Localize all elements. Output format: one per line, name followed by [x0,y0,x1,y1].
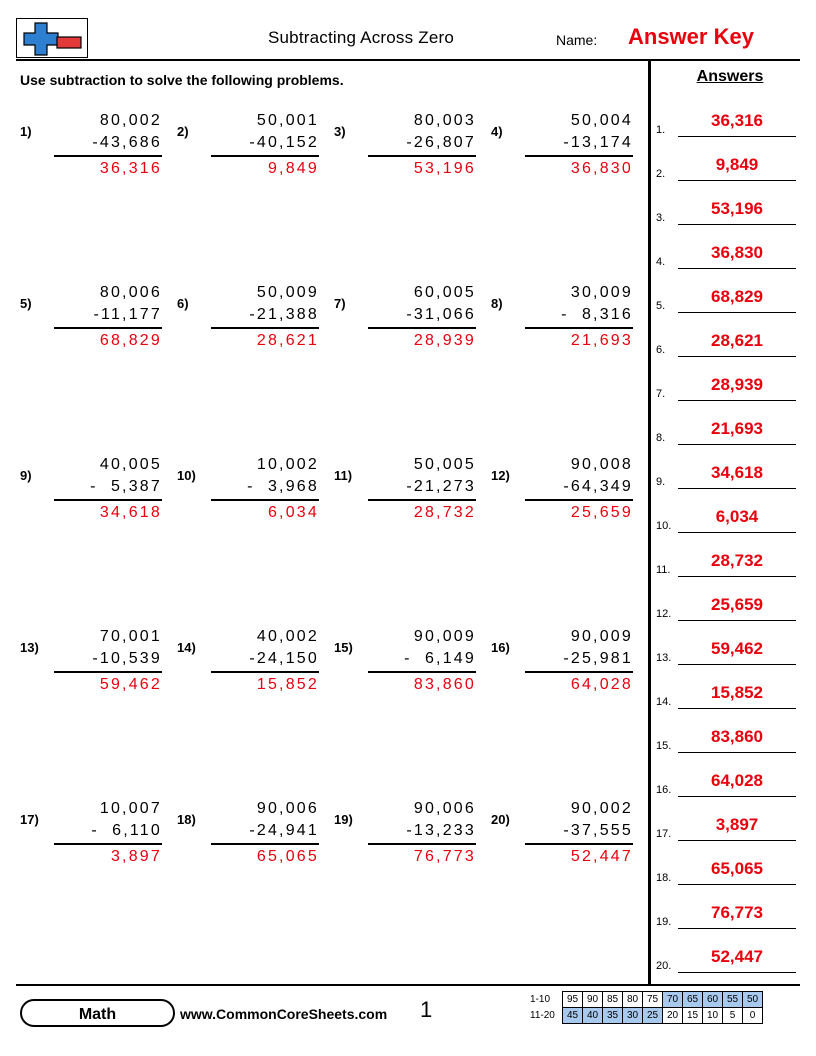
problem-answer: 15,852 [256,676,319,693]
answer-index: 6. [656,344,666,356]
problem-14 [177,626,327,736]
answer-index: 7. [656,388,666,400]
minuend: 70,001 [99,628,162,645]
problem-stack [54,110,162,179]
answer-item [656,196,802,240]
subtrahend: -26,807 [406,134,476,151]
header-divider [16,59,800,61]
problem-number: 6) [177,296,189,311]
answer-value: 28,621 [678,328,796,357]
problem-number: 13) [20,640,39,655]
problem-stack [368,798,476,867]
scale-cell: 60 [703,992,723,1008]
scale-cell: 90 [583,992,603,1008]
plus-minus-logo-icon [17,19,87,57]
problem-11 [334,454,484,564]
answer-item [656,548,802,592]
answer-index: 2. [656,168,666,180]
problem-2 [177,110,327,220]
problem-number: 1) [20,124,32,139]
answer-value: 25,659 [678,592,796,621]
page-number: 1 [420,997,433,1022]
problem-number: 10) [177,468,196,483]
problem-1 [20,110,170,220]
problems-grid [20,110,640,970]
column-divider [648,59,651,984]
answer-value: 15,852 [678,680,796,709]
answer-index: 16. [656,784,672,796]
answer-item [656,724,802,768]
answer-item [656,108,802,152]
minuend: 50,001 [256,112,319,129]
answer-item [656,460,802,504]
subtrahend: - 6,110 [91,822,162,839]
minuend: 50,004 [570,112,633,129]
problem-4 [491,110,641,220]
problem-answer: 59,462 [99,676,162,693]
scale-row-2-label: 11-20 [530,1010,555,1021]
problem-19 [334,798,484,908]
scale-cell: 30 [623,1008,643,1024]
minuend: 80,003 [413,112,476,129]
problem-answer: 9,849 [267,160,319,177]
problem-number: 8) [491,296,503,311]
problem-answer: 36,316 [99,160,162,177]
minuend: 80,002 [99,112,162,129]
logo [16,18,88,58]
subtrahend: - 6,149 [404,650,476,667]
subtrahend: -24,150 [249,650,319,667]
answer-item [656,284,802,328]
problem-row [20,626,640,798]
minuend: 90,009 [413,628,476,645]
subtrahend: -25,981 [563,650,633,667]
problem-10 [177,454,327,564]
subtrahend: -10,539 [92,650,162,667]
answer-item [656,240,802,284]
answer-value: 59,462 [678,636,796,665]
subtrahend: -43,686 [92,134,162,151]
problem-number: 2) [177,124,189,139]
subtrahend: -37,555 [563,822,633,839]
problem-stack [368,282,476,351]
answer-item [656,680,802,724]
problem-8 [491,282,641,392]
answer-value: 53,196 [678,196,796,225]
scale-cell: 35 [603,1008,623,1024]
problem-answer: 34,618 [99,504,162,521]
problem-answer: 3,897 [110,848,162,865]
scale-cell: 80 [623,992,643,1008]
answer-value: 28,939 [678,372,796,401]
problem-stack [368,110,476,179]
subtrahend: -21,388 [249,306,319,323]
problem-stack [211,454,319,523]
answer-value: 76,773 [678,900,796,929]
answer-item [656,372,802,416]
answers-header: Answers [696,68,764,85]
problem-number: 3) [334,124,346,139]
answer-index: 17. [656,828,672,840]
subtrahend: -13,174 [563,134,633,151]
answer-index: 4. [656,256,666,268]
problem-13 [20,626,170,736]
answer-item [656,592,802,636]
problem-number: 19) [334,812,353,827]
problem-stack [211,282,319,351]
minuend: 90,009 [570,628,633,645]
grading-scale [530,991,763,1024]
problem-answer: 25,659 [570,504,633,521]
problem-answer: 28,621 [256,332,319,349]
problem-5 [20,282,170,392]
scale-cell: 5 [723,1008,743,1024]
answer-index: 5. [656,300,666,312]
subtrahend: -31,066 [406,306,476,323]
problem-answer: 28,939 [413,332,476,349]
answer-item [656,636,802,680]
answer-index: 10. [656,520,672,532]
answer-item [656,944,802,988]
problem-stack [211,626,319,695]
answer-index: 15. [656,740,672,752]
name-label: Name: [556,32,598,48]
scale-cell: 55 [723,992,743,1008]
problem-number: 11) [334,468,353,483]
answer-index: 14. [656,696,672,708]
grading-scale-table [530,991,763,1024]
answer-index: 9. [656,476,666,488]
problem-stack [525,454,633,523]
problem-stack [525,282,633,351]
scale-cell: 95 [563,992,583,1008]
scale-row-1 [530,992,763,1008]
minuend: 90,002 [570,800,633,817]
problem-stack [54,798,162,867]
problem-3 [334,110,484,220]
answer-value: 36,316 [678,108,796,137]
problem-number: 15) [334,640,353,655]
answer-value: 3,897 [678,812,796,841]
problem-answer: 65,065 [256,848,319,865]
answer-item [656,152,802,196]
answer-value: 6,034 [678,504,796,533]
problem-number: 12) [491,468,510,483]
problem-stack [368,626,476,695]
answer-value: 83,860 [678,724,796,753]
problem-answer: 6,034 [267,504,319,521]
answer-item [656,856,802,900]
scale-cell: 50 [743,992,763,1008]
problem-15 [334,626,484,736]
answer-index: 19. [656,916,672,928]
problem-number: 7) [334,296,346,311]
problem-number: 16) [491,640,510,655]
minuend: 50,009 [256,284,319,301]
answer-index: 13. [656,652,672,664]
problem-stack [54,454,162,523]
answer-item [656,768,802,812]
answer-value: 52,447 [678,944,796,973]
minuend: 30,009 [570,284,633,301]
subtrahend: -21,273 [406,478,476,495]
minuend: 60,005 [413,284,476,301]
problem-number: 9) [20,468,32,483]
minuend: 50,005 [413,456,476,473]
answer-value: 21,693 [678,416,796,445]
scale-cell: 85 [603,992,623,1008]
minuend: 80,006 [99,284,162,301]
page-title: Subtracting Across Zero [267,28,454,47]
problem-answer: 52,447 [570,848,633,865]
subtrahend: -13,233 [406,822,476,839]
problem-answer: 76,773 [413,848,476,865]
answer-value: 68,829 [678,284,796,313]
scale-row-1-label: 1-10 [530,994,551,1005]
answer-index: 1. [656,124,666,136]
problem-number: 18) [177,812,196,827]
problem-12 [491,454,641,564]
problem-row [20,110,640,282]
problem-answer: 21,693 [570,332,633,349]
answer-item [656,812,802,856]
problem-16 [491,626,641,736]
answer-value: 65,065 [678,856,796,885]
answer-item [656,328,802,372]
subtrahend: - 3,968 [247,478,319,495]
subtrahend: -24,941 [249,822,319,839]
subtrahend: - 5,387 [90,478,162,495]
scale-cell: 45 [563,1008,583,1024]
problem-20 [491,798,641,908]
answer-key-badge: Answer Key [628,24,754,49]
subtrahend: -11,177 [93,306,162,323]
problem-stack [211,110,319,179]
problem-answer: 64,028 [570,676,633,693]
problem-answer: 53,196 [413,160,476,177]
answer-index: 3. [656,212,666,224]
problem-stack [525,798,633,867]
problem-6 [177,282,327,392]
answer-index: 12. [656,608,672,620]
answer-value: 36,830 [678,240,796,269]
scale-row-2 [530,1008,763,1024]
problem-answer: 36,830 [570,160,633,177]
answer-value: 64,028 [678,768,796,797]
answers-list [656,108,802,988]
problem-number: 4) [491,124,503,139]
problem-stack [211,798,319,867]
answer-value: 9,849 [678,152,796,181]
answer-index: 8. [656,432,666,444]
problem-7 [334,282,484,392]
problem-9 [20,454,170,564]
answer-item [656,504,802,548]
scale-cell: 0 [743,1008,763,1024]
minuend: 40,002 [256,628,319,645]
problem-17 [20,798,170,908]
minuend: 10,002 [256,456,319,473]
problem-row [20,798,640,970]
scale-cell: 15 [683,1008,703,1024]
problem-number: 17) [20,812,39,827]
problem-row [20,454,640,626]
scale-cell: 65 [683,992,703,1008]
problem-18 [177,798,327,908]
problem-stack [54,282,162,351]
problem-stack [368,454,476,523]
header [16,18,800,58]
answer-item [656,900,802,944]
scale-cell: 20 [663,1008,683,1024]
problem-number: 14) [177,640,196,655]
answer-index: 18. [656,872,672,884]
problem-answer: 28,732 [413,504,476,521]
problem-answer: 68,829 [99,332,162,349]
subject-badge: Math [20,999,175,1027]
scale-cell: 25 [643,1008,663,1024]
minuend: 90,008 [570,456,633,473]
problem-stack [525,110,633,179]
scale-cell: 70 [663,992,683,1008]
instructions: Use subtraction to solve the following problems. [20,72,344,88]
scale-cell: 10 [703,1008,723,1024]
problem-number: 20) [491,812,510,827]
scale-cell: 40 [583,1008,603,1024]
scale-cell: 75 [643,992,663,1008]
problem-stack [525,626,633,695]
subtrahend: -64,349 [563,478,633,495]
answer-value: 28,732 [678,548,796,577]
problem-answer: 83,860 [413,676,476,693]
minuend: 90,006 [413,800,476,817]
answer-index: 20. [656,960,672,972]
subtrahend: - 8,316 [561,306,633,323]
problem-number: 5) [20,296,32,311]
answer-index: 11. [656,564,671,576]
subtrahend: -40,152 [249,134,319,151]
problem-stack [54,626,162,695]
website-url: www.CommonCoreSheets.com [180,1006,388,1022]
minuend: 90,006 [256,800,319,817]
footer-divider [16,984,800,986]
problem-row [20,282,640,454]
minuend: 10,007 [99,800,162,817]
answer-value: 34,618 [678,460,796,489]
minuend: 40,005 [99,456,162,473]
answer-item [656,416,802,460]
